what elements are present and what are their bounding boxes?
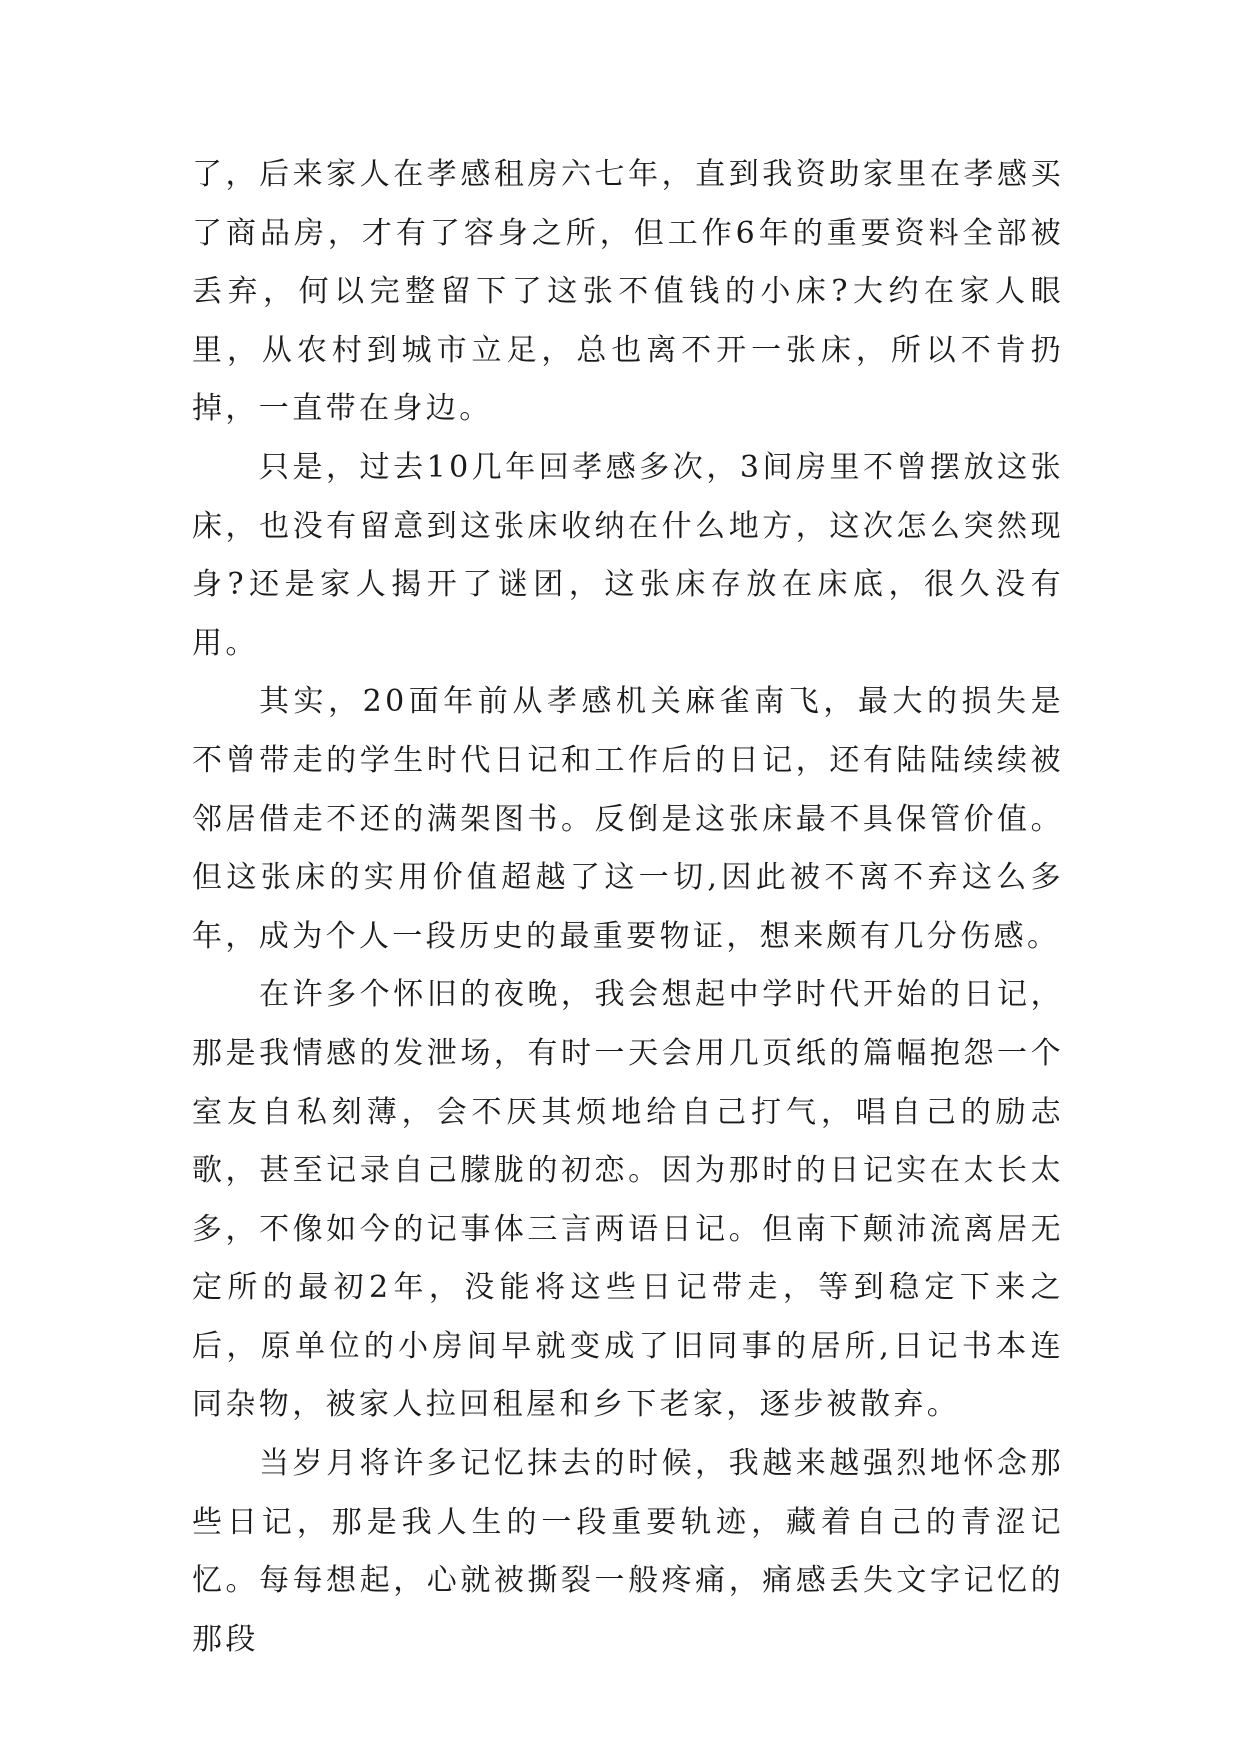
paragraph: 当岁月将许多记忆抹去的时候，我越来越强烈地怀念那些日记，那是我人生的一段重要轨迹，藏着自己的青涩记忆。每每想起，心就被撕裂一般疼痛，痛感丢失文字记忆的那段 <box>192 1446 1064 1657</box>
paragraph: 只是，过去10几年回孝感多次，3间房里不曾摆放这张床，也没有留意到这张床收纳在什么地方，这次怎么突然现身?还是家人揭开了谜团，这张床存放在床底，很久没有用。 <box>192 449 1064 661</box>
paragraph: 其实，20面年前从孝感机关麻雀南飞，最大的损失是不曾带走的学生时代日记和工作后的日记，还有陆陆续续被邻居借走不还的满架图书。反倒是这张床最不具保管价值。但这张床的实用价值超越了这一切,因此被不离不弃这么多年，成为个人一段历史的最重要物证，想来颇有几分伤感。 <box>192 684 1064 954</box>
paragraph-continuation: 了，后来家人在孝感租房六七年，直到我资助家里在孝感买了商品房，才有了容身之所，但工作6年的重要资料全部被丢弃，何以完整留下了这张不值钱的小床?大约在家人眼里，从农村到城市立足，总也离不开一张床，所以不肯扔掉，一直带在身边。 <box>192 157 1064 427</box>
paragraph: 在许多个怀旧的夜晚，我会想起中学时代开始的日记，那是我情感的发泄场，有时一天会用几页纸的篇幅抱怨一个室友自私刻薄，会不厌其烦地给自己打气，唱自己的励志歌，甚至记录自己朦胧的初恋。因为那时的日记实在太长太多，不像如今的记事体三言两语日记。但南下颠沛流离居无定所的最初2年，没能将这些日记带走，等到稳定下来之后，原单位的小房间早就变成了旧同事的居所,日记书本连同杂物，被家人拉回租屋和乡下老家，逐步被散弃。 <box>192 977 1064 1423</box>
document-body <box>192 146 1064 1669</box>
